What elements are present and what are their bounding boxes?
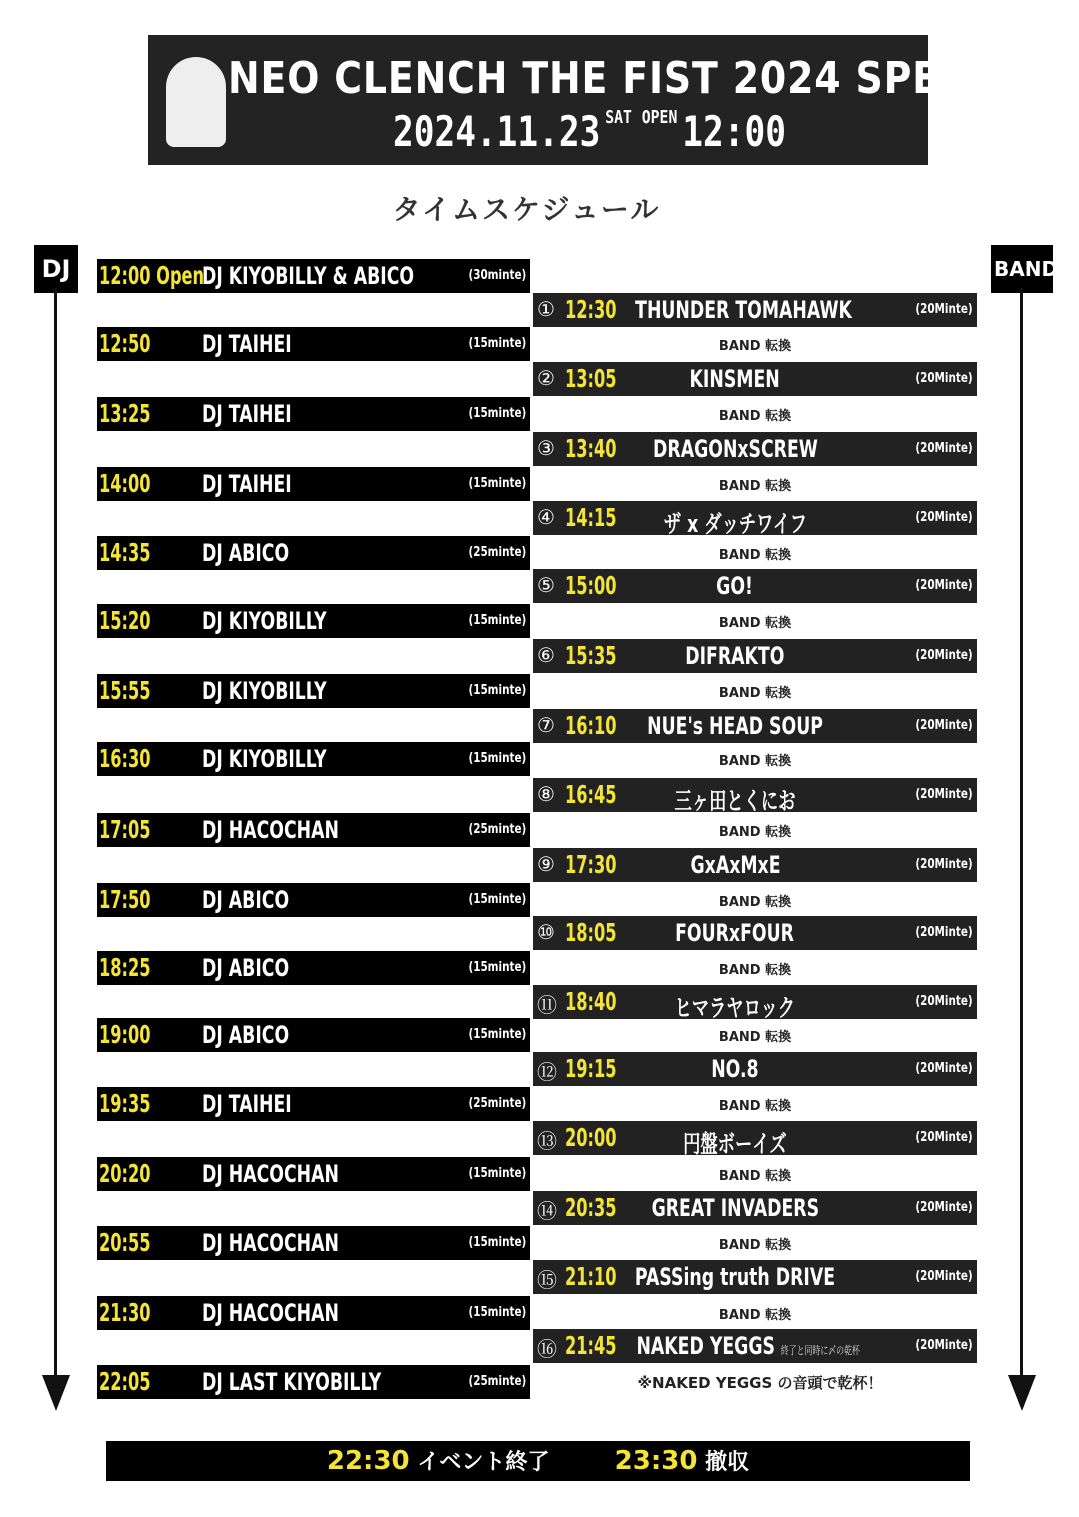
slot-time: 20:55 [99, 1228, 151, 1257]
slot-duration: (15minte) [468, 406, 526, 421]
dj-slot-row [97, 467, 530, 501]
slot-time: 12:30 [565, 295, 617, 324]
band-name-text: NAKED YEGGS [636, 1332, 775, 1360]
slot-duration: (15minte) [468, 476, 526, 491]
dj-name: DJ HACOCHAN [202, 1229, 339, 1257]
slot-duration: (20Minte) [915, 371, 973, 386]
slot-time: 17:30 [565, 850, 617, 879]
slot-duration: (20Minte) [915, 857, 973, 872]
dj-name: DJ HACOCHAN [202, 1299, 339, 1327]
slot-duration: (20Minte) [915, 510, 973, 525]
dj-slot-row [97, 397, 530, 431]
event-title: NEO CLENCH THE FIST 2024 SPECIAL [228, 53, 1038, 104]
band-name [651, 1194, 819, 1222]
slot-time: 19:00 [99, 1020, 151, 1049]
dj-slot-row [97, 883, 530, 917]
band-name [635, 1263, 835, 1291]
band-name [663, 504, 806, 539]
band-name-text: GO! [716, 572, 754, 600]
slot-duration: (30minte) [468, 268, 526, 283]
band-changeover-label: BAND 転換 [718, 1030, 792, 1045]
clear-time: 23:30 [614, 1446, 698, 1476]
slot-time: 17:50 [99, 885, 151, 914]
dj-slot-row [97, 536, 530, 570]
footer-bar [106, 1441, 970, 1481]
slot-duration: (20Minte) [915, 1338, 973, 1353]
slot-number: ⑭ [537, 1199, 557, 1223]
slot-time: 16:45 [565, 780, 617, 809]
slot-duration: (15minte) [468, 1305, 526, 1320]
dj-name: DJ ABICO [202, 1021, 290, 1049]
arrow-down-icon [1008, 1375, 1036, 1411]
band-slot-row [533, 709, 977, 743]
slot-duration: (25minte) [468, 822, 526, 837]
band-slot-row [533, 362, 977, 396]
band-name-wrap [593, 642, 877, 670]
dj-name: DJ TAIHEI [202, 330, 292, 358]
band-changeover-label: BAND 転換 [718, 825, 792, 840]
band-name [647, 712, 823, 740]
band-name-wrap [593, 1055, 877, 1083]
band-slot-row [533, 848, 977, 882]
band-name-text: NO.8 [711, 1055, 759, 1083]
band-name [636, 1332, 859, 1360]
band-name [683, 1124, 787, 1159]
slot-duration: (15minte) [468, 1235, 526, 1250]
slot-time: 21:30 [99, 1298, 151, 1327]
slot-duration: (15minte) [468, 1027, 526, 1042]
dj-name: DJ ABICO [202, 886, 290, 914]
slot-duration: (20Minte) [915, 302, 973, 317]
band-name-wrap [593, 572, 877, 600]
dj-timeline [54, 288, 57, 1388]
slot-time: 21:45 [565, 1331, 617, 1360]
band-changeover-label: BAND 転換 [718, 963, 792, 978]
band-name [653, 435, 818, 463]
band-slot-row [533, 1121, 977, 1158]
band-name-text: PASSing truth DRIVE [634, 1263, 836, 1291]
band-slot-row [533, 639, 977, 673]
slot-time: 14:15 [565, 503, 617, 532]
band-changeover-label: BAND 転換 [718, 548, 792, 563]
slot-number: ⑮ [537, 1268, 557, 1292]
slot-time: 20:20 [99, 1159, 151, 1188]
slot-time: 14:35 [99, 538, 151, 567]
dj-slot-row [97, 813, 530, 847]
band-name-text: FOURxFOUR [675, 919, 795, 947]
band-changeover-label: BAND 転換 [718, 686, 792, 701]
dj-name: DJ HACOCHAN [202, 816, 339, 844]
band-name-text: 円盤ボーイズ [683, 1130, 787, 1158]
slot-duration: (15minte) [468, 613, 526, 628]
slot-number: ⑥ [537, 643, 555, 667]
slot-time: 14:00 [99, 469, 151, 498]
dj-name: DJ HACOCHAN [202, 1160, 339, 1188]
band-name [711, 1055, 758, 1083]
band-slot-row [533, 501, 977, 538]
open-time: 12:00 [682, 107, 786, 156]
slot-duration: (20Minte) [915, 1130, 973, 1145]
band-name-text: NUE's HEAD SOUP [647, 712, 823, 740]
slot-number: ⑬ [537, 1129, 557, 1153]
slot-duration: (20Minte) [915, 787, 973, 802]
end-time: 22:30 [326, 1446, 410, 1476]
band-name-wrap [593, 1194, 877, 1222]
slot-duration: (15minte) [468, 1166, 526, 1181]
band-slot-row [533, 569, 977, 603]
band-name-text: GREAT INVADERS [651, 1194, 819, 1222]
band-name-text: DRAGONxSCREW [652, 435, 818, 463]
slot-time: 18:25 [99, 953, 151, 982]
dj-name: DJ ABICO [202, 954, 290, 982]
event-date [393, 107, 786, 156]
open-label: OPEN [641, 107, 678, 128]
band-name-text: THUNDER TOMAHAWK [635, 296, 852, 324]
band-name-text: GxAxMxE [690, 851, 780, 879]
band-name-text: ザ x ダッチワイフ [663, 510, 807, 538]
band-slot-row [533, 1052, 977, 1086]
end-label: イベント終了 [417, 1450, 550, 1475]
band-name [690, 365, 780, 393]
band-slot-row [533, 985, 977, 1022]
band-name-wrap [593, 781, 877, 816]
slot-time: 20:00 [565, 1123, 617, 1152]
page-subtitle: タイムスケジュール [392, 193, 661, 226]
band-changeover-label: BAND 転換 [718, 479, 792, 494]
band-changeover-label: BAND 転換 [718, 339, 792, 354]
slot-duration: (25minte) [468, 545, 526, 560]
band-changeover-label: BAND 転換 [718, 1238, 792, 1253]
arrow-down-icon [42, 1375, 70, 1411]
slot-time: 13:25 [99, 399, 151, 428]
band-changeover-label: BAND 転換 [718, 1308, 792, 1323]
band-name-wrap [593, 504, 877, 539]
dj-slot-row [97, 1018, 530, 1052]
slot-number: ④ [537, 505, 555, 529]
band-note: 終了と同時に〆の乾杯 [780, 1344, 860, 1357]
dj-slot-row [97, 604, 530, 638]
slot-number: ⑪ [537, 993, 557, 1017]
slot-time: 15:55 [99, 676, 151, 705]
band-name [685, 642, 784, 670]
band-slot-row [533, 916, 977, 950]
dj-name: DJ TAIHEI [202, 400, 292, 428]
slot-duration: (15minte) [468, 751, 526, 766]
slot-duration: (25minte) [468, 1374, 526, 1389]
band-slot-row [533, 1260, 977, 1294]
band-name-wrap [593, 1124, 877, 1159]
band-changeover-label: BAND 転換 [718, 409, 792, 424]
slot-time: 16:30 [99, 744, 151, 773]
dj-name: DJ TAIHEI [202, 1090, 292, 1118]
slot-number: ⑫ [537, 1060, 557, 1084]
band-column-label: BAND [991, 245, 1053, 293]
slot-time: 12:00 Open [99, 261, 205, 290]
fist-logo-icon [166, 57, 226, 147]
band-name [635, 296, 852, 324]
band-name-wrap [593, 919, 877, 947]
dj-slot-row [97, 1226, 530, 1260]
band-slot-row [533, 1329, 977, 1363]
band-name-wrap [593, 296, 877, 324]
slot-duration: (15minte) [468, 960, 526, 975]
slot-duration: (20Minte) [915, 1269, 973, 1284]
slot-duration: (20Minte) [915, 441, 973, 456]
dj-name: DJ TAIHEI [202, 470, 292, 498]
slot-duration: (20Minte) [915, 1200, 973, 1215]
date: 2024.11.23 [393, 107, 601, 156]
dj-name: DJ KIYOBILLY & ABICO [202, 262, 415, 290]
band-name-text: ヒマラヤロック [674, 994, 796, 1022]
band-changeover-label: BAND 転換 [718, 1099, 792, 1114]
slot-time: 12:50 [99, 329, 151, 358]
slot-duration: (15minte) [468, 892, 526, 907]
band-name [675, 781, 796, 816]
band-changeover-label: BAND 転換 [718, 895, 792, 910]
slot-duration: (20Minte) [915, 578, 973, 593]
dj-name: DJ LAST KIYOBILLY [202, 1368, 382, 1396]
dj-name: DJ ABICO [202, 539, 290, 567]
slot-time: 22:05 [99, 1367, 151, 1396]
band-name-wrap [593, 712, 877, 740]
band-name [675, 988, 796, 1023]
slot-time: 21:10 [565, 1262, 617, 1291]
slot-time: 13:05 [565, 364, 617, 393]
slot-number: ② [537, 366, 555, 390]
slot-number: ③ [537, 436, 555, 460]
slot-time: 17:05 [99, 815, 151, 844]
slot-number: ① [537, 297, 555, 321]
slot-number: ⑩ [537, 920, 555, 944]
dj-column-label: DJ [34, 245, 78, 293]
slot-number: ⑨ [537, 852, 555, 876]
dj-slot-row [97, 1087, 530, 1121]
band-changeover-label: BAND 転換 [718, 616, 792, 631]
slot-duration: (20Minte) [915, 925, 973, 940]
dj-slot-row [97, 327, 530, 361]
band-name-text: 三ヶ田とくにお [674, 787, 796, 815]
band-name-wrap [593, 988, 877, 1023]
final-note: ※NAKED YEGGS の音頭で乾杯！ [637, 1374, 883, 1392]
band-name [676, 919, 795, 947]
dj-slot-row [97, 1365, 530, 1399]
slot-time: 20:35 [565, 1193, 617, 1222]
band-slot-row [533, 293, 977, 327]
slot-duration: (15minte) [468, 336, 526, 351]
slot-duration: (20Minte) [915, 994, 973, 1009]
band-name-wrap [593, 851, 877, 879]
band-name-text: DIFRAKTO [685, 642, 785, 670]
dj-slot-row [97, 1157, 530, 1191]
band-changeover-label: BAND 転換 [718, 754, 792, 769]
dj-slot-row [97, 259, 530, 293]
slot-time: 19:35 [99, 1089, 151, 1118]
band-slot-row [533, 432, 977, 466]
day: SAT [605, 107, 632, 128]
clear-label: 撤収 [705, 1450, 750, 1475]
slot-time: 15:00 [565, 571, 617, 600]
slot-number: ⑤ [537, 573, 555, 597]
slot-time: 13:40 [565, 434, 617, 463]
band-name-wrap [593, 365, 877, 393]
slot-time: 15:35 [565, 641, 617, 670]
slot-duration: (20Minte) [915, 1061, 973, 1076]
slot-number: ⑦ [537, 713, 555, 737]
slot-duration: (15minte) [468, 683, 526, 698]
band-name-wrap [593, 435, 877, 463]
slot-duration: (20Minte) [915, 718, 973, 733]
dj-slot-row [97, 951, 530, 985]
slot-time: 18:40 [565, 987, 617, 1016]
slot-time: 15:20 [99, 606, 151, 635]
slot-time: 16:10 [565, 711, 617, 740]
dj-slot-row [97, 674, 530, 708]
band-changeover-label: BAND 転換 [718, 1169, 792, 1184]
slot-duration: (25minte) [468, 1096, 526, 1111]
slot-number: ⑯ [537, 1337, 557, 1361]
band-timeline [1020, 288, 1023, 1388]
slot-number: ⑧ [537, 782, 555, 806]
band-name-wrap [593, 1263, 877, 1291]
band-slot-row [533, 778, 977, 815]
dj-slot-row [97, 1296, 530, 1330]
dj-slot-row [97, 742, 530, 776]
slot-duration: (20Minte) [915, 648, 973, 663]
slot-time: 18:05 [565, 918, 617, 947]
dj-name: DJ KIYOBILLY [202, 677, 327, 705]
band-name [717, 572, 754, 600]
band-name-wrap [593, 1332, 877, 1360]
band-name-text: KINSMEN [689, 365, 781, 393]
dj-name: DJ KIYOBILLY [202, 745, 327, 773]
band-slot-row [533, 1191, 977, 1225]
slot-time: 19:15 [565, 1054, 617, 1083]
event-banner [148, 35, 1038, 165]
dj-name: DJ KIYOBILLY [202, 607, 327, 635]
band-name [690, 851, 780, 879]
